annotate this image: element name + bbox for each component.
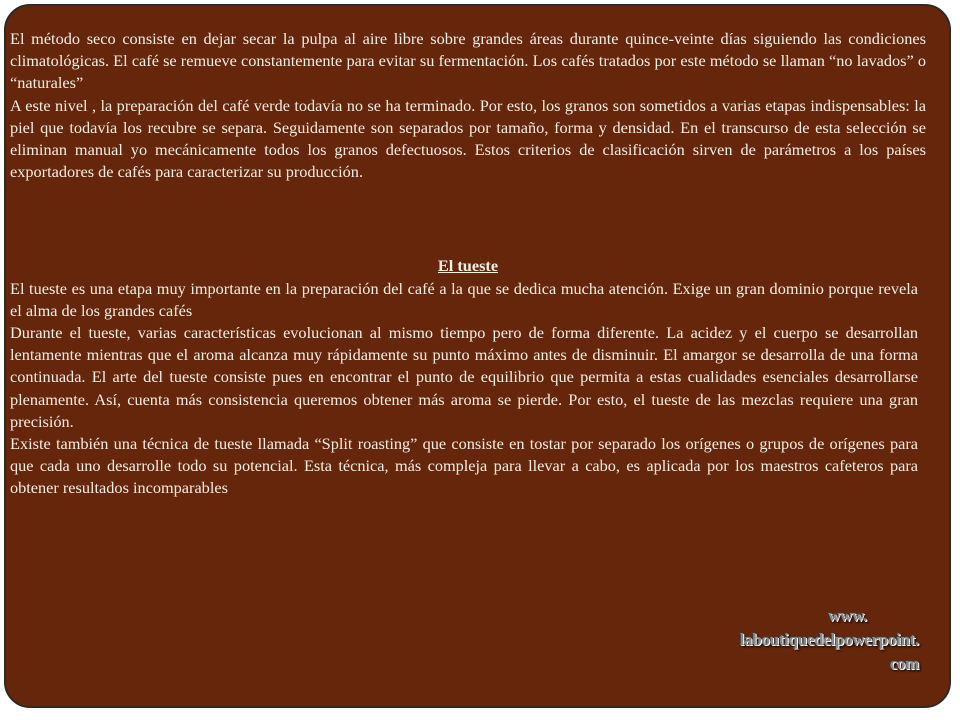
slide-text-content	[10, 28, 926, 500]
paragraph-split-roasting: Existe también una técnica de tueste llamada “Split roasting” que consiste en tostar por separado los orígenes o grupos de orígenes para que cada uno desarrolle todo su potencial. Esta técnica, más compleja para llevar a cabo, es aplicada por los maestros cafeteros para obtener resultados incomparables	[10, 434, 918, 498]
paragraph-dry-method: El método seco consiste en dejar secar la pulpa al aire libre sobre grandes áreas durante quince-veinte días siguiendo las condiciones climatológicas. El café se remueve constantemente para evitar su fermentación. Los cafés tratados por este método se llaman “no lavados” o “naturales”	[10, 29, 926, 93]
watermark-line-www: www.	[828, 606, 867, 625]
watermark-line-domain: laboutiquedelpowerpoint.	[739, 630, 919, 649]
paragraph-roasting-intro: El tueste es una etapa muy importante en la preparación del café a la que se dedica mucha atención. Exige un gran dominio porque revela el alma de los grandes cafés	[10, 278, 918, 320]
watermark-line-com: com	[889, 654, 919, 673]
website-watermark	[739, 604, 919, 676]
paragraph-green-coffee-preparation: A este nivel , la preparación del café verde todavía no se ha terminado. Por esto, los granos son sometidos a varias etapas indispensables: la piel que todavía los recubre se separa. Seguidamente son separados por tamaño, forma y densidad. En el transcurso de esta selección se eliminan manual yo mecánicamente todos los granos defectuosos. Estos criterios de clasificación sirven de parámetros a los países exportadores de cafés para caracterizar su producción.	[10, 95, 926, 182]
roasting-section	[10, 278, 918, 500]
paragraph-roasting-characteristics: Durante el tueste, varias características evolucionan al mismo tiempo pero de forma diferente. La acidez y el cuerpo se desarrollan lentamente mientras que el aroma alcanza muy rápidamente su punto máximo antes de disminuir. El amargor se desarrolla de una forma continuada. El arte del tueste consiste pues en encontrar el punto de equilibrio que permita a estas cualidades esenciales desarrollarse plenamente. Así, cuenta más consistencia queremos obtener más aroma se pierde. Por esto, el tueste de las mezclas requiere una gran precisión.	[10, 323, 918, 431]
slide-frame	[4, 4, 951, 708]
section-heading-tueste: El tueste	[437, 256, 499, 276]
